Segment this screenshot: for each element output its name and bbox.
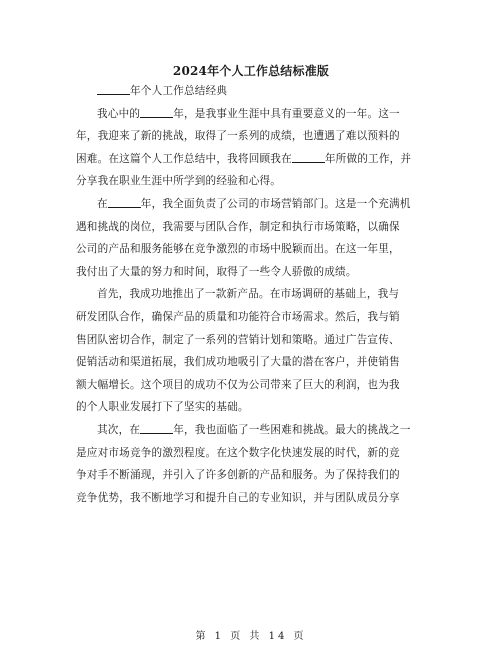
text-line: 是应对市场竞争的激烈程度。在这个数字化快速发展的时代，新的竞 (76, 446, 400, 459)
text-line: 我付出了大量的努力和时间，取得了一些令人骄傲的成绩。 (76, 265, 357, 278)
document-title: 2024年个人工作总结标准版 (172, 64, 330, 78)
text-line: 额大幅增长。这个项目的成功不仅为公司带来了巨大的利润，也为我 (76, 378, 400, 391)
document-body (76, 80, 426, 509)
text-line: 我心中的 年，是我事业生涯中具有重要意义的一年。这一 (97, 107, 400, 120)
paragraph-2 (76, 193, 426, 283)
text-line: 研发团队合作，确保产品的质量和功能符合市场需求。然后，我与销 (76, 310, 400, 323)
year-blank (292, 151, 325, 163)
year-blank (97, 83, 130, 95)
year-blank (108, 196, 141, 208)
subtitle-text: 年个人工作总结经典 (130, 85, 228, 97)
text-line: 遇和挑战的岗位，我需要与团队合作，制定和执行市场策略，以确保 (76, 220, 400, 233)
text-line: 售团队密切合作，制定了一系列的营销计划和策略。通过广告宣传、 (76, 333, 400, 346)
text-line: 争对手不断涌现，并引入了许多创新的产品和服务。为了保持我们的 (76, 469, 400, 482)
text-line: 其次，在 年，我也面临了一些困难和挑战。最大的挑战之一 (97, 423, 411, 436)
page-footer: 第 1 页 共 14 页 (195, 631, 307, 642)
text-line: 分享我在职业生涯中所学到的经验和心得。 (76, 175, 282, 188)
text-line: 首先，我成功地推出了一款新产品。在市场调研的基础上，我与 (97, 288, 400, 301)
subtitle-line (76, 80, 426, 103)
text-line: 促销活动和渠道拓展，我们成功地吸引了大量的潜在客户，并使销售 (76, 356, 400, 369)
text-line: 困难。在这篇个人工作总结中，我将回顾我在 年所做的工作，并 (76, 152, 412, 165)
paragraph-3 (76, 283, 426, 419)
text-line: 年，我迎来了新的挑战，取得了一系列的成绩，也遭遇了难以预料的 (76, 130, 400, 143)
paragraph-4 (76, 419, 426, 509)
text-line: 在 年，我全面负责了公司的市场营销部门。这是一个充满机 (97, 197, 411, 210)
text-line: 的个人职业发展打下了坚实的基础。 (76, 401, 249, 414)
paragraph-1 (76, 103, 426, 193)
year-blank (140, 422, 173, 434)
text-line: 公司的产品和服务能够在竞争激烈的市场中脱颖而出。在这一年里， (76, 243, 400, 256)
year-blank (140, 106, 173, 118)
text-line: 竞争优势，我不断地学习和提升自己的专业知识，并与团队成员分享 (76, 491, 400, 504)
